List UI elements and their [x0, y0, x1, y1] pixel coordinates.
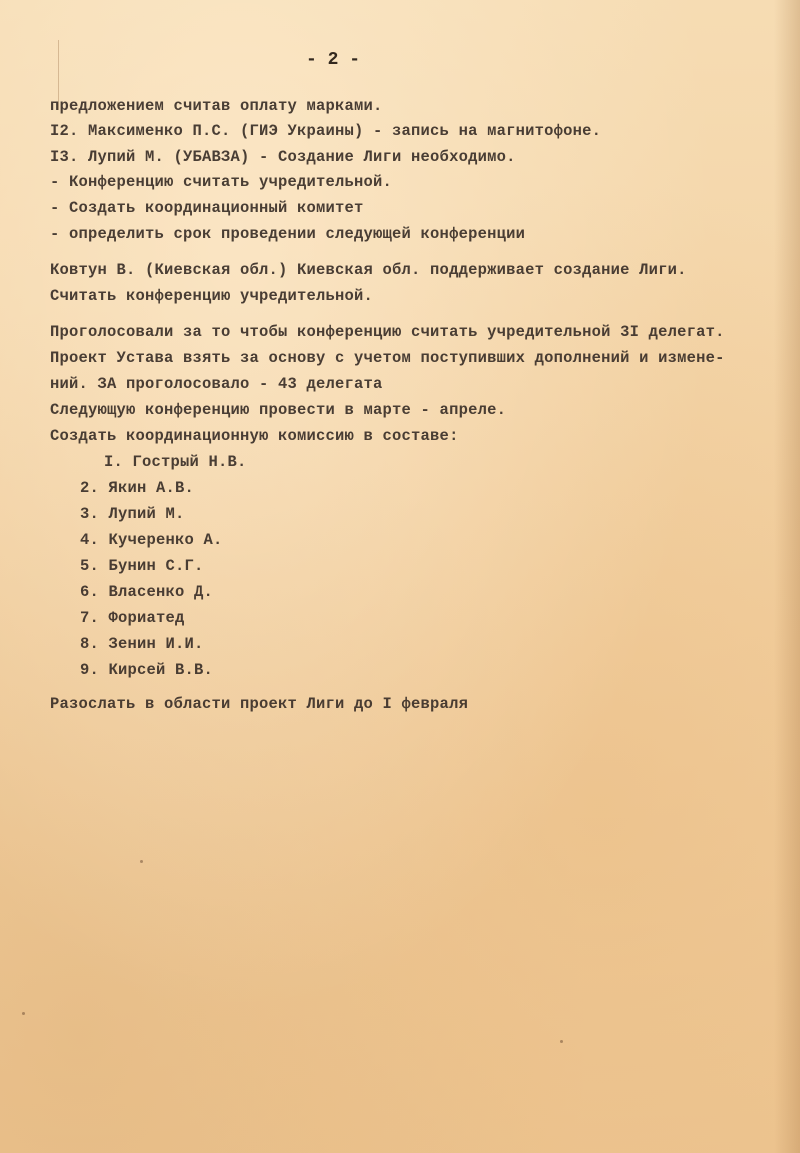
commission-member-8: 8. Зенин И.И.: [80, 635, 204, 653]
paper-speck: [22, 1012, 25, 1015]
text-line-13: Создать координационную комиссию в составе:: [50, 427, 459, 445]
commission-member-3: 3. Лупий М.: [80, 505, 185, 523]
text-line-5: - Создать координационный комитет: [50, 199, 364, 217]
text-line-4: - Конференцию считать учредительной.: [50, 173, 393, 191]
text-line-2: I2. Максименко П.С. (ГИЭ Украины) - запись на магнитофоне.: [50, 122, 602, 140]
text-line-3: I3. Лупий М. (УБАВЗА) - Создание Лиги необходимо.: [50, 148, 516, 166]
commission-member-1: I. Гострый Н.В.: [104, 453, 247, 471]
page-number: - 2 -: [306, 50, 361, 70]
page-edge-shadow: [774, 0, 800, 1153]
text-line-10: Проект Устава взять за основу с учетом поступивших дополнений и измене-: [50, 349, 725, 367]
commission-member-6: 6. Власенко Д.: [80, 583, 214, 601]
text-line-1: предложением считав оплату марками.: [50, 97, 383, 115]
text-line-12: Следующую конференцию провести в марте - апреле.: [50, 401, 507, 419]
commission-member-2: 2. Якин А.В.: [80, 479, 195, 497]
text-line-7: Ковтун В. (Киевская обл.) Киевская обл. поддерживает создание Лиги.: [50, 261, 687, 279]
paper-speck: [560, 1040, 563, 1043]
text-line-8: Считать конференцию учредительной.: [50, 287, 374, 305]
commission-member-9: 9. Кирсей В.В.: [80, 661, 214, 679]
commission-member-5: 5. Бунин С.Г.: [80, 557, 204, 575]
text-line-9: Проголосовали за то чтобы конференцию считать учредительной 3I делегат.: [50, 323, 725, 341]
closing-line: Разослать в области проект Лиги до I февраля: [50, 695, 469, 713]
commission-member-7: 7. Фориатед: [80, 609, 185, 627]
text-line-6: - определить срок проведении следующей конференции: [50, 225, 526, 243]
paper-speck: [140, 860, 143, 863]
commission-member-4: 4. Кучеренко А.: [80, 531, 223, 549]
text-line-11: ний. ЗА проголосовало - 43 делегата: [50, 375, 383, 393]
